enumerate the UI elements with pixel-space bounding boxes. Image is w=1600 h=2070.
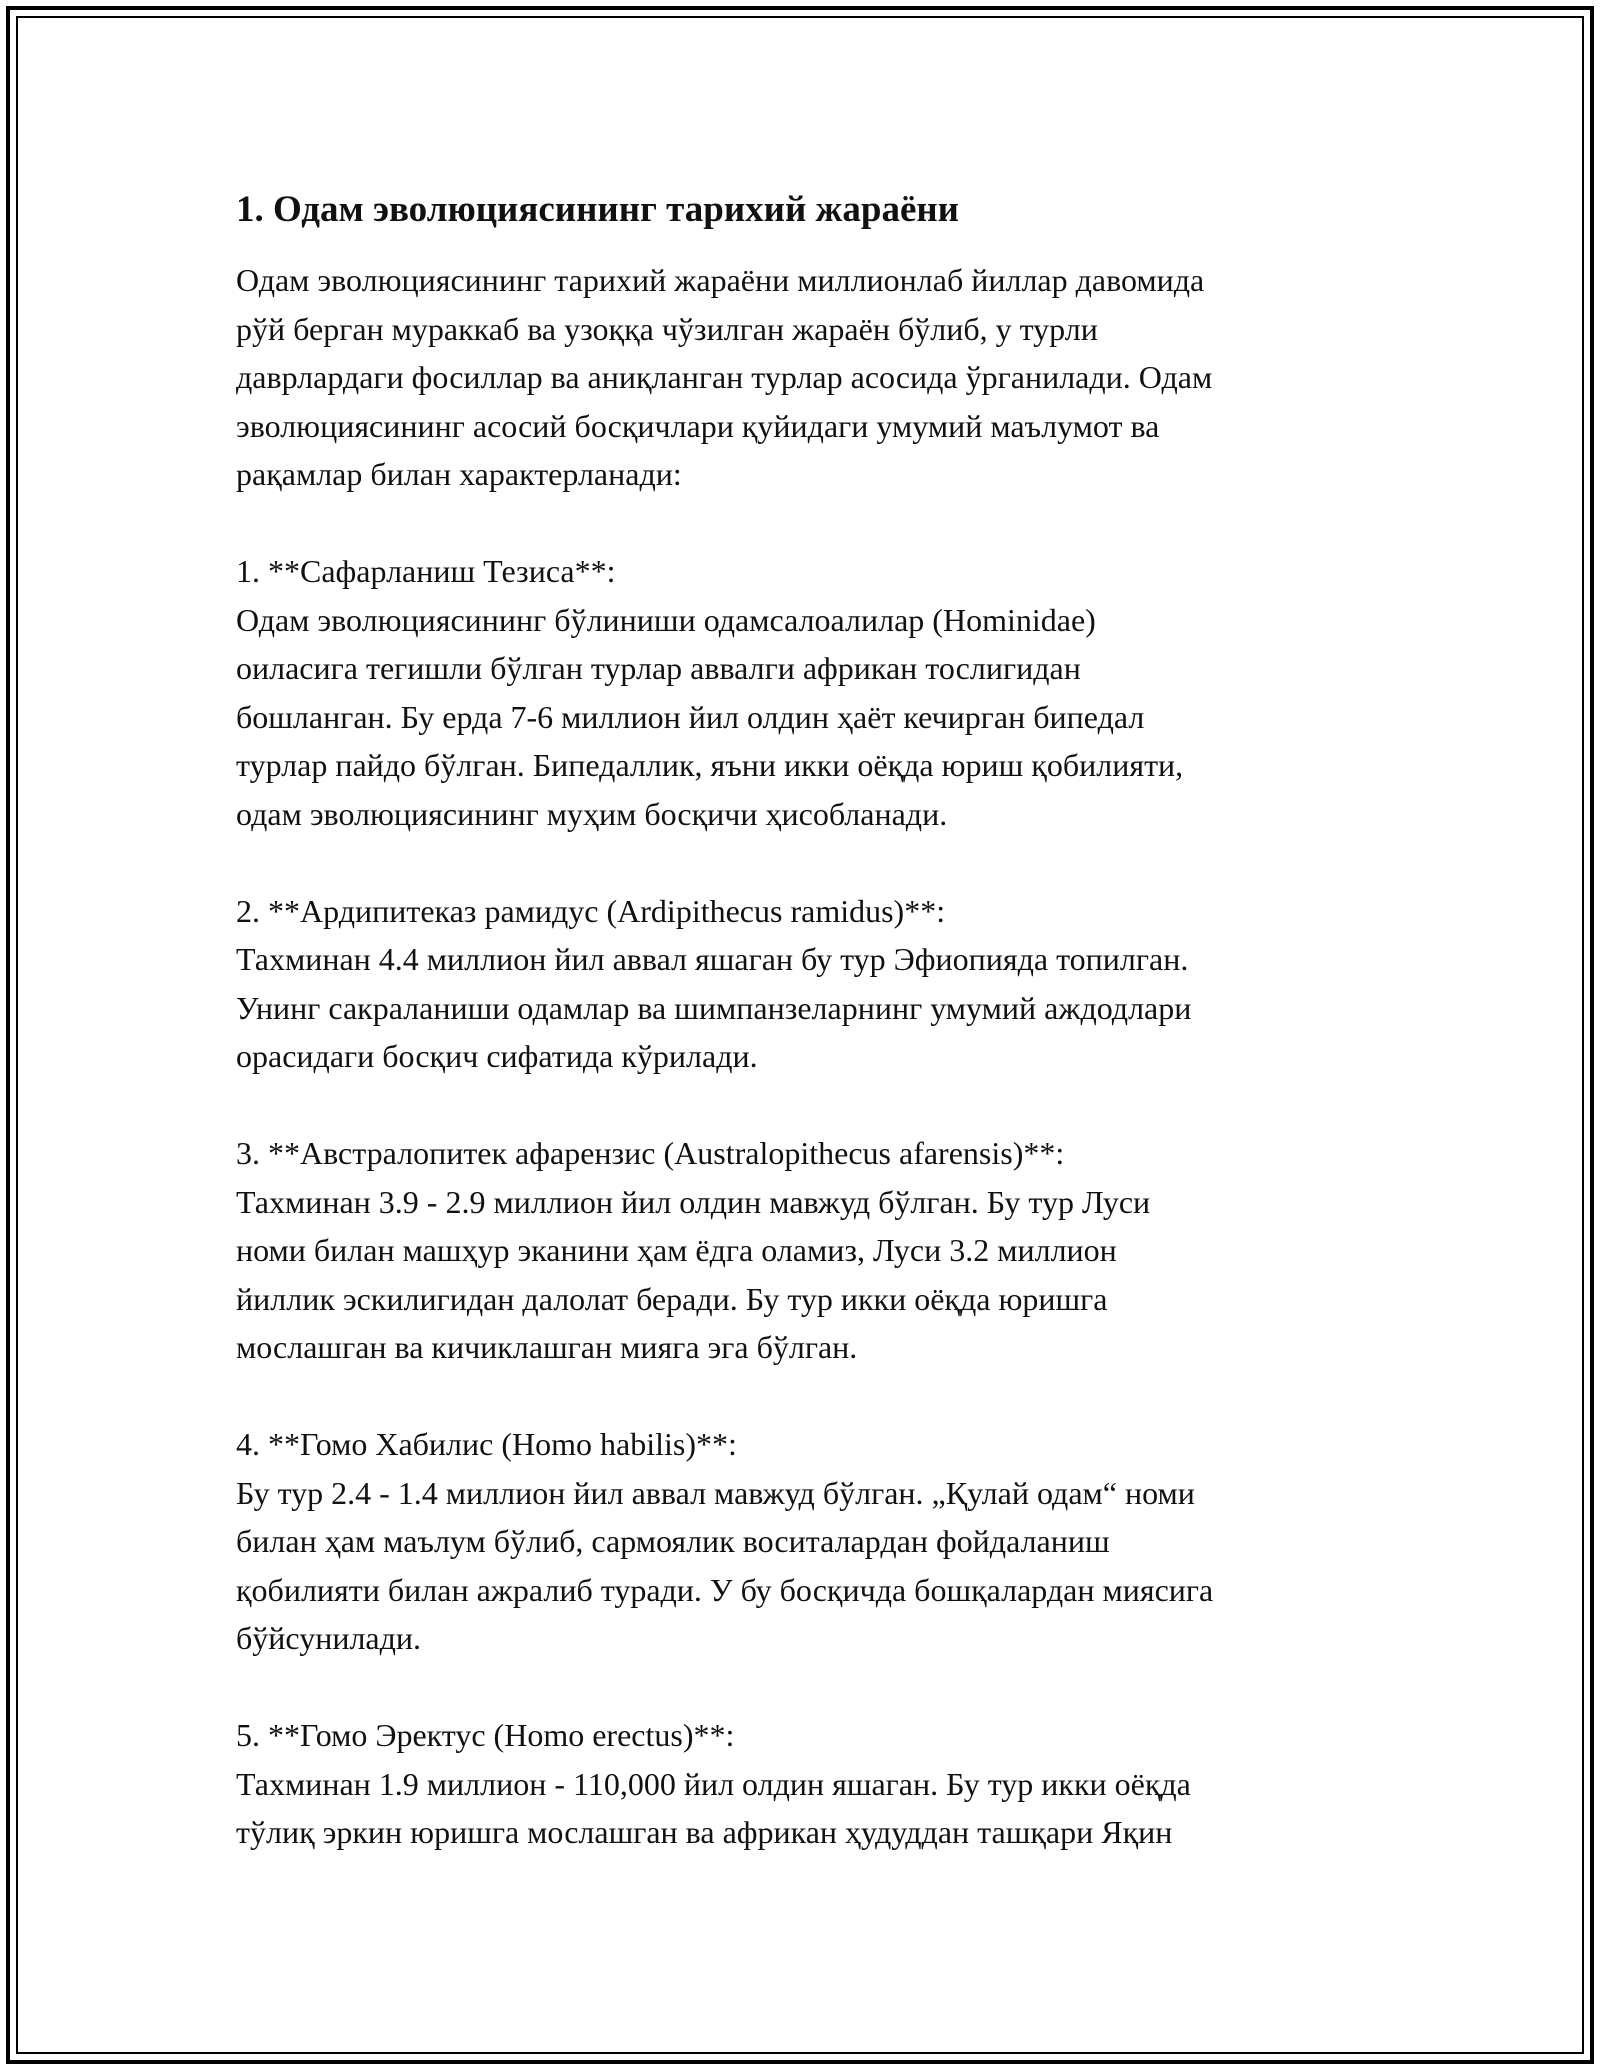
list-item-title: 5. **Гомо Эректус (Homo erectus)**:	[236, 1717, 735, 1753]
list-item-line: қобилияти билан ажралиб туради. У бу босқичда бошқалардан миясига	[236, 1571, 1214, 1608]
list-item-line: мослашган ва кичиклашган мияга эга бўлган.	[236, 1329, 858, 1365]
list-item-line: Бу тур 2.4 - 1.4 миллион йил аввал мавжуд бўлган. „Қулай одам“ номи	[236, 1474, 1195, 1511]
list-item-line: бўйсунилади.	[236, 1620, 422, 1656]
intro-line: Одам эволюциясининг тарихий жараёни миллионлаб йиллар давомида	[236, 262, 1205, 298]
intro-line: рўй берган мураккаб ва узоққа чўзилган жараён бўлиб, у турли	[236, 310, 1098, 347]
list-item-line: Одам эволюциясининг бўлиниши одамсалоалилар (Hominidae)	[236, 601, 1096, 638]
list-item-title: 4. **Гомо Хабилис (Homo habilis)**:	[236, 1426, 737, 1462]
list-item-title: 1. **Сафарланиш Тезиса**:	[236, 553, 616, 589]
list-item-line: номи билан машҳур эканини ҳам ёдга оламиз, Луси 3.2 миллион	[236, 1232, 1117, 1268]
list-item-line: Тахминан 1.9 миллион - 110,000 йил олдин яшаган. Бу тур икки оёқда	[236, 1765, 1191, 1802]
list-item-line: Унинг сакраланиши одамлар ва шимпанзеларнинг умумий аждодлари	[236, 989, 1192, 1026]
list-item-line: бошланган. Бу ерда 7-6 миллион йил олдин ҳаёт кечирган бипедал	[236, 698, 1145, 735]
list-item-line: одам эволюциясининг муҳим босқичи ҳисобланади.	[236, 795, 948, 832]
intro-line: рақамлар билан характерланади:	[236, 456, 682, 492]
document-body	[236, 186, 1366, 1857]
intro-paragraph	[236, 256, 1366, 499]
list-item-title: 2. **Ардипитеказ рамидус (Ardipithecus ramidus)**:	[236, 892, 946, 929]
list-item-line: Тахминан 4.4 миллион йил аввал яшаган бу тур Эфиопияда топилган.	[236, 941, 1189, 977]
list-item-2	[236, 887, 1366, 1081]
list-item-line: Тахминан 3.9 - 2.9 миллион йил олдин мавжуд бўлган. Бу тур Луси	[236, 1183, 1151, 1220]
list-item-line: турлар пайдо бўлган. Бипедаллик, яъни икки оёқда юриш қобилияти,	[236, 747, 1184, 783]
list-item-line: йиллик эскилигидан далолат беради. Бу тур икки оёқда юришга	[236, 1280, 1108, 1317]
list-item-1	[236, 547, 1366, 838]
section-heading: 1. Одам эволюциясининг тарихий жараёни	[236, 189, 959, 230]
list-item-3	[236, 1129, 1366, 1372]
list-item-line: орасидаги босқич сифатида кўрилади.	[236, 1038, 758, 1074]
list-item-title: 3. **Австралопитек афарензис (Australopithecus afarensis)**:	[236, 1135, 1065, 1171]
intro-line: эволюциясининг асосий босқичлари қуйидаги умумий маълумот ва	[236, 407, 1160, 444]
list-item-5	[236, 1711, 1366, 1857]
list-item-line: тўлиқ эркин юришга мослашган ва африкан ҳудуддан ташқари Яқин	[236, 1814, 1173, 1850]
list-item-4	[236, 1420, 1366, 1663]
intro-line: даврлардаги фосиллар ва аниқланган турлар асосида ўрганилади. Одам	[236, 359, 1213, 395]
list-item-line: билан ҳам маълум бўлиб, сармоялик воситалардан фойдаланиш	[236, 1523, 1110, 1559]
list-item-line: оиласига тегишли бўлган турлар аввалги африкан тослигидан	[236, 650, 1081, 686]
